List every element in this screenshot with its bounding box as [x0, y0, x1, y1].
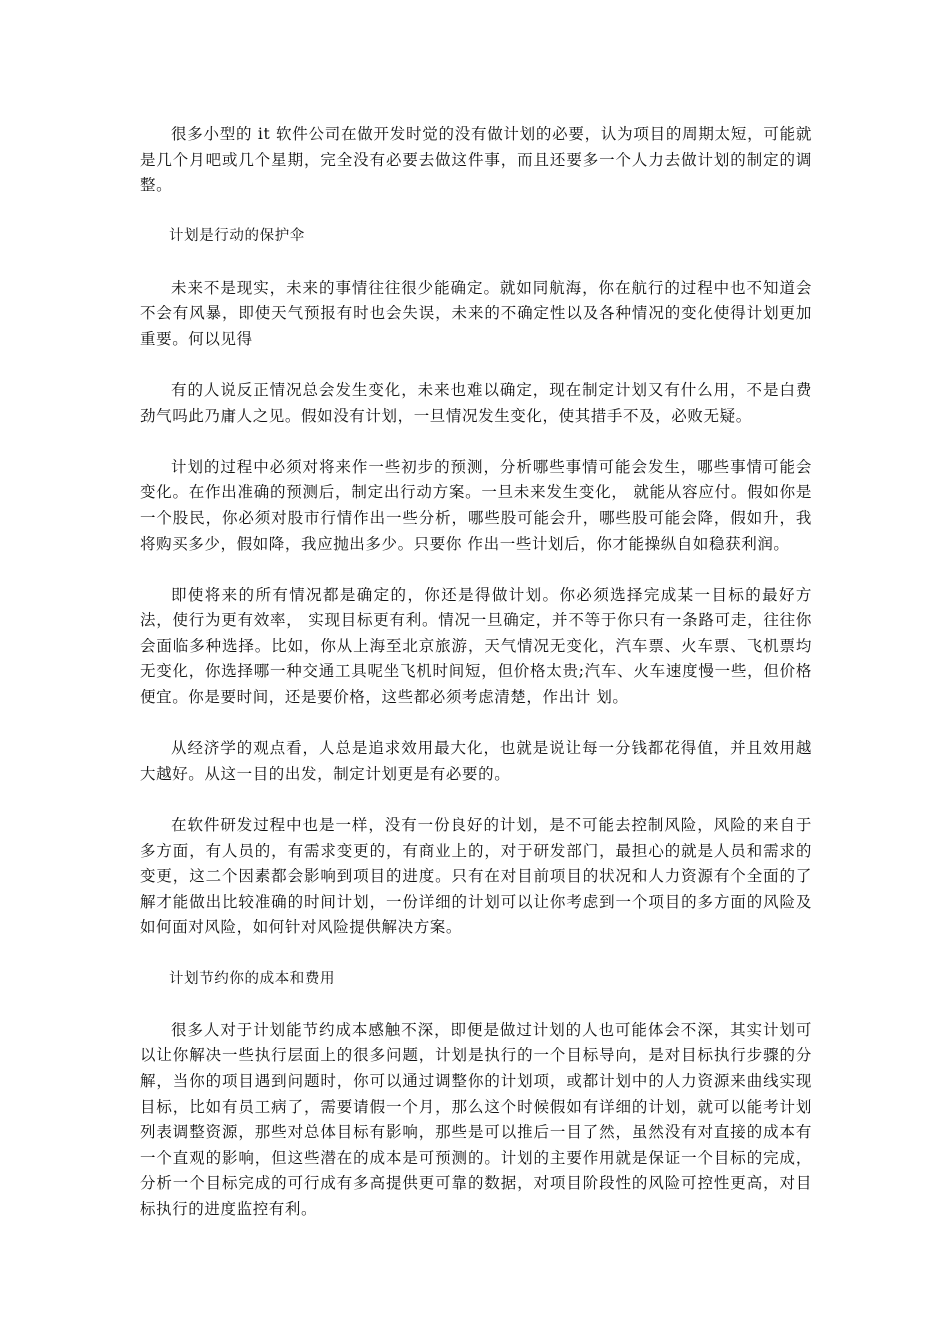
- article-body: [140, 122, 812, 1248]
- section-heading-protection: 计划是行动的保护伞: [169, 228, 305, 245]
- paragraph-economics: 从经济学的观点看，人总是追求效用最大化，也就是说让每一分钱都花得值，并且效用越大越好。从这一目的出发，制定计划更是有必要的。: [140, 739, 812, 783]
- paragraph-choices: 即使将来的所有情况都是确定的，你还是得做计划。你必须选择完成某一目标的最好方法，使行为更有效率， 实现目标更有利。情况一旦确定，并不等于你只有一条路可走，往往你会面临多种选择。比如，你从上海至北京旅游，天气情况无变化，汽车票、火车票、飞机票均 无变化，你选择哪一种交通工具呢坐飞机时间短，但价格太贵;汽车、火车速度慢一些，但价格便宜。你是要时间，还是要价格，这些都必须考虑清楚，作出计 划。: [140, 585, 812, 707]
- paragraph-software-risk: 在软件研发过程中也是一样，没有一份良好的计划，是不可能去控制风险，风险的来自于多方面，有人员的，有需求变更的，有商业上的，对于研发部门，最担心的就是人员和需求的变更，这二个因素都会影响到项目的进度。只有在对目前项目的状况和人力资源有个全面的了解才能做出比较准确的时间计划，一份详细的计划可以让你考虑到一个项目的多方面的风险及如何面对风险，如何针对风险提供解决方案。: [140, 816, 812, 937]
- paragraph-cost-savings: 很多人对于计划能节约成本感触不深，即便是做过计划的人也可能体会不深，其实计划可以让你解决一些执行层面上的很多问题，计划是执行的一个目标导向，是对目标执行步骤的分解，当你的项目遇到问题时，你可以通过调整你的计划项，或都计划中的人力资源来曲线实现目标，比如有员工病了，需要请假一个月，那么这个时候假如有详细的计划，就可以能考计划列表调整资源，那些对总体目标有影响，那些是可以推后一目了然，虽然没有对直接的成本有一个直观的影响，但这些潜在的成本是可预测的。计划的主要作用就是保证一个目标的完成，分析一个目标完成的可行成有多高提供更可靠的数据，对项目阶段性的风险可控性更高，对目标执行的进度监控有利。: [140, 1020, 812, 1218]
- paragraph-prediction: 计划的过程中必须对将来作一些初步的预测，分析哪些事情可能会发生，哪些事情可能会变化。在作出准确的预测后，制定出行动方案。一旦未来发生变化， 就能从容应付。假如你是一个股民，你必须对股市行情作出一些分析，哪些股可能会升，哪些股可能会降，假如升，我将购买多少，假如降，我应抛出多少。只要你 作出一些计划后，你才能操纵自如稳获利润。: [140, 457, 812, 553]
- section-heading-cost: 计划节约你的成本和费用: [169, 970, 336, 987]
- paragraph-intro: 很多小型的 it 软件公司在做开发时觉的没有做计划的必要，认为项目的周期太短，可能就是几个月吧或几个星期，完全没有必要去做这件事，而且还要多一个人力去做计划的制定的调整。: [140, 125, 812, 195]
- paragraph-future-uncertain: 未来不是现实，未来的事情往往很少能确定。就如同航海，你在航行的过程中也不知道会不会有风暴，即使天气预报有时也会失误，未来的不确定性以及各种情况的变化使得计划更加重要。何以见得: [140, 278, 812, 348]
- paragraph-change: 有的人说反正情况总会发生变化，未来也难以确定，现在制定计划又有什么用，不是白费劲气吗此乃庸人之见。假如没有计划，一旦情况发生变化，使其措手不及，必败无疑。: [140, 380, 812, 425]
